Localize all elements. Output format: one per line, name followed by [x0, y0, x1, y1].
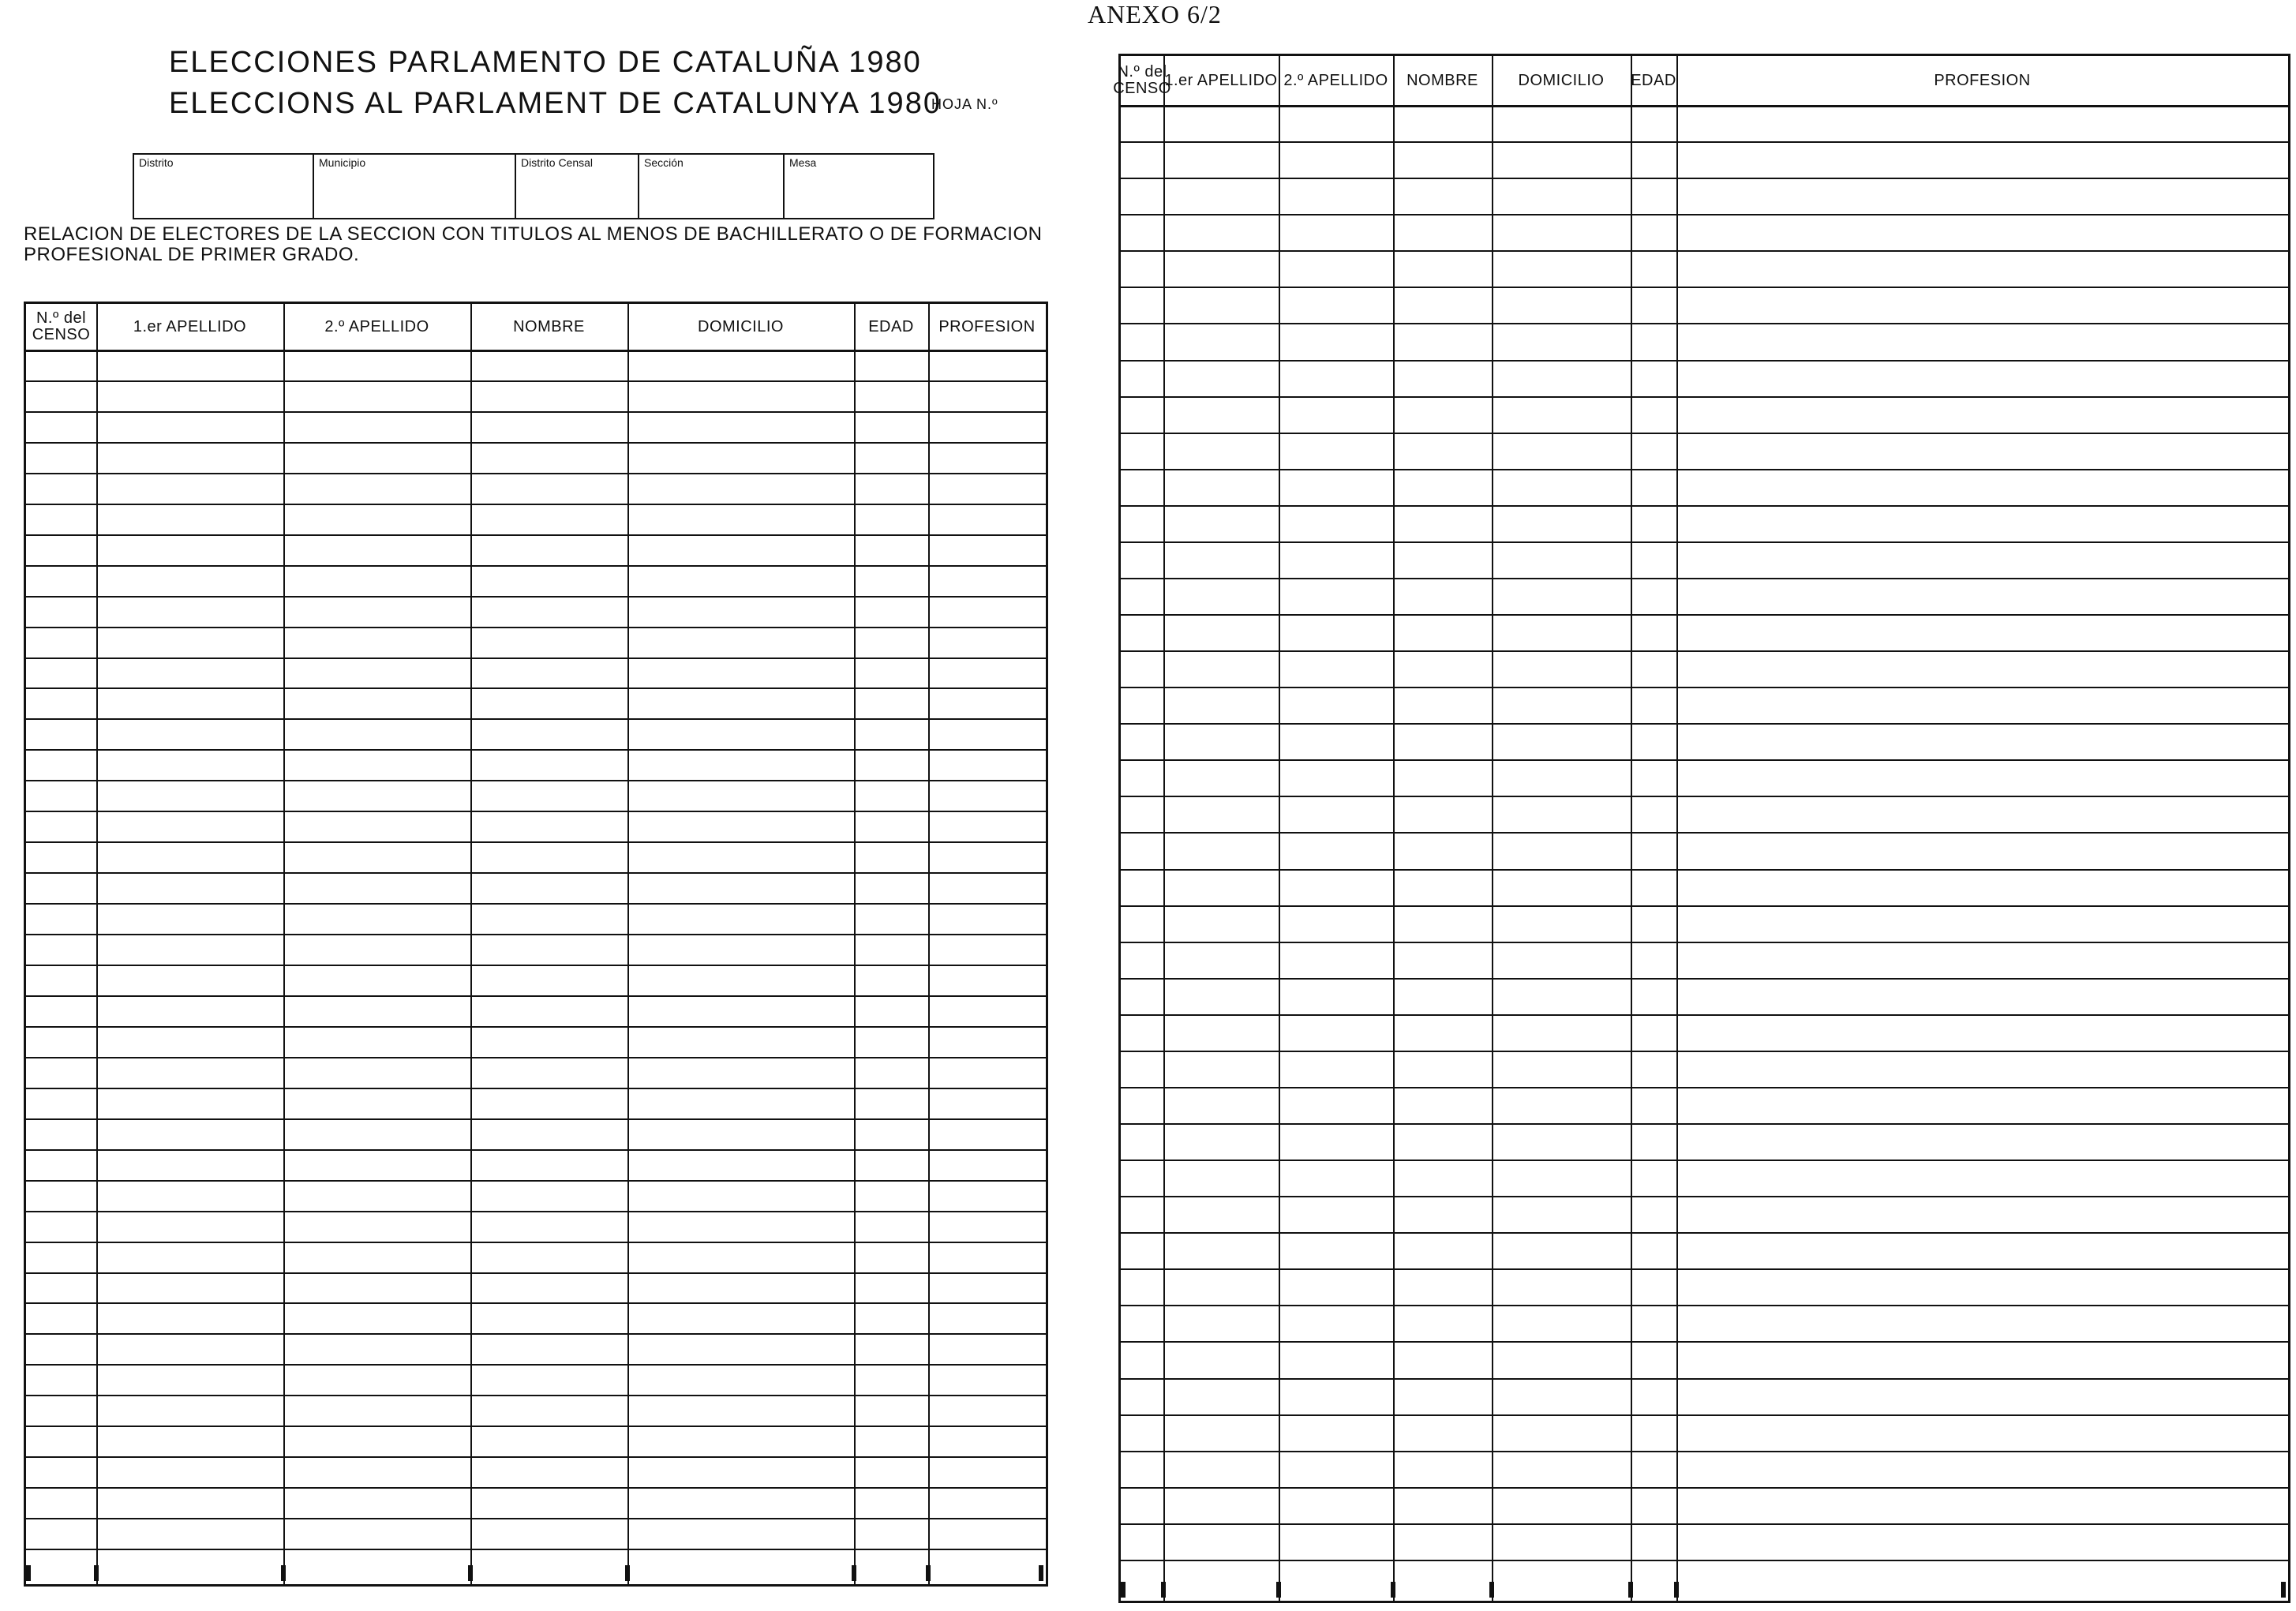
table-row-line: [26, 934, 1046, 935]
table-row-line: [26, 749, 1046, 751]
table-row-line: [26, 811, 1046, 812]
column-header-apellido-2: 2.º APELLIDO: [324, 317, 429, 335]
column-divider-edad: [854, 304, 856, 1584]
column-header-domicilio: DOMICILIO: [698, 317, 784, 335]
column-divider-domicilio: [627, 304, 629, 1584]
table-row-line: [1121, 1014, 2288, 1016]
table-header: [1113, 56, 2288, 107]
table-row-line: [1121, 433, 2288, 434]
column-header-apellido-2: 2.º APELLIDO: [1283, 71, 1388, 89]
table-row-line: [1121, 469, 2288, 470]
table-row-line: [26, 1518, 1046, 1519]
column-tick-mark: [1039, 1565, 1043, 1581]
table-row-line: [26, 1364, 1046, 1366]
electors-table-right: [1113, 54, 2290, 1603]
table-row-line: [26, 627, 1046, 628]
column-tick-mark: [1276, 1582, 1281, 1598]
table-row-line: [26, 1118, 1046, 1120]
table-row-line: [1121, 287, 2288, 288]
table-row-line: [1121, 942, 2288, 943]
table-row-line: [26, 1057, 1046, 1058]
table-row-line: [26, 903, 1046, 905]
column-tick-mark: [1489, 1582, 1494, 1598]
hoja-label: HOJA N.º: [931, 96, 998, 112]
table-row-line: [1121, 1160, 2288, 1161]
table-row-line: [1121, 723, 2288, 725]
table-row-line: [1121, 1196, 2288, 1197]
column-header-edad: EDAD: [1631, 71, 1676, 89]
location-field-distrito-censal[interactable]: Distrito Censal: [516, 155, 639, 218]
table-row-line: [1121, 869, 2288, 871]
table-row-line: [1121, 1123, 2288, 1125]
column-header-censo: N.º del CENSO: [1113, 63, 1171, 97]
location-box: [133, 153, 935, 219]
table-row-line: [1121, 1087, 2288, 1088]
table-row-line: [1121, 1451, 2288, 1452]
column-header-domicilio: DOMICILIO: [1518, 71, 1605, 89]
column-header-censo: N.º del CENSO: [32, 309, 91, 343]
table-row-line: [1121, 1341, 2288, 1343]
table-row-line: [1121, 1232, 2288, 1234]
table-row-line: [1121, 1378, 2288, 1380]
column-tick-mark: [852, 1565, 856, 1581]
table-row-line: [26, 995, 1046, 997]
table-row-line: [26, 504, 1046, 505]
table-row-line: [26, 1426, 1046, 1427]
table-row-line: [1121, 650, 2288, 652]
table-row-line: [26, 534, 1046, 536]
column-header-nombre: NOMBRE: [1406, 71, 1478, 89]
column-tick-mark: [26, 1565, 31, 1581]
table-row-line: [26, 1395, 1046, 1396]
table-row-line: [26, 565, 1046, 567]
table-row-line: [26, 1242, 1046, 1243]
table-row-line: [1121, 614, 2288, 616]
table-row-line: [1121, 1487, 2288, 1489]
table-row-line: [1121, 141, 2288, 143]
table-row-line: [26, 658, 1046, 659]
table-row-line: [1121, 905, 2288, 907]
column-header-apellido-1: 1.er APELLIDO: [1164, 71, 1278, 89]
table-row-line: [26, 1088, 1046, 1089]
table-row-line: [26, 687, 1046, 689]
table-row-line: [26, 473, 1046, 474]
column-divider-apellido-2: [283, 304, 285, 1584]
table-row-line: [1121, 214, 2288, 215]
table-row-line: [1121, 396, 2288, 398]
table-row-line: [26, 780, 1046, 781]
title-catalan: ELECCIONS AL PARLAMENT DE CATALUNYA 1980: [169, 87, 942, 120]
table-row-line: [1121, 796, 2288, 797]
column-tick-mark: [1674, 1582, 1679, 1598]
table-row-line: [1121, 1414, 2288, 1416]
column-tick-mark: [2281, 1582, 2286, 1598]
column-tick-mark: [1391, 1582, 1395, 1598]
table-row-line: [26, 1211, 1046, 1212]
title-spanish: ELECCIONES PARLAMENTO DE CATALUÑA 1980: [169, 46, 922, 79]
table-row-line: [26, 1487, 1046, 1489]
table-row-line: [1121, 250, 2288, 252]
table-row-line: [26, 1456, 1046, 1458]
table-row-line: [1121, 578, 2288, 579]
column-tick-mark: [1121, 1582, 1126, 1598]
column-tick-mark: [281, 1565, 286, 1581]
table-row-line: [26, 1180, 1046, 1182]
table-row-line: [26, 1149, 1046, 1151]
table-row-line: [26, 1272, 1046, 1274]
column-divider-apellido-1: [96, 304, 98, 1584]
table-row-line: [1121, 832, 2288, 834]
table-row-line: [26, 411, 1046, 413]
table-row-line: [1121, 1268, 2288, 1270]
table-row-line: [1121, 978, 2288, 980]
table-row-line: [26, 1302, 1046, 1304]
table-header: [26, 304, 1046, 352]
table-row-line: [1121, 1560, 2288, 1561]
column-header-nombre: NOMBRE: [513, 317, 585, 335]
table-row-line: [1121, 178, 2288, 179]
column-header-edad: EDAD: [868, 317, 914, 335]
table-row-line: [26, 596, 1046, 598]
table-row-line: [26, 1333, 1046, 1335]
table-row-line: [26, 442, 1046, 444]
location-field-mesa[interactable]: Mesa: [789, 156, 817, 169]
table-row-line: [1121, 1305, 2288, 1306]
column-tick-mark: [1161, 1582, 1166, 1598]
column-tick-mark: [625, 1565, 630, 1581]
location-field-municipio[interactable]: Municipio: [314, 155, 516, 218]
table-row-line: [1121, 323, 2288, 324]
column-header-profesion: PROFESION: [938, 317, 1036, 335]
annex-label: ANEXO 6/2: [1088, 0, 1222, 28]
column-tick-mark: [94, 1565, 99, 1581]
table-row-line: [1121, 687, 2288, 688]
table-row-line: [1121, 360, 2288, 362]
column-divider-profesion: [928, 304, 930, 1584]
table-row-line: [26, 841, 1046, 843]
table-row-line: [26, 965, 1046, 966]
table-row-line: [1121, 1051, 2288, 1052]
electors-table-left: [24, 302, 1048, 1587]
table-row-line: [26, 1026, 1046, 1028]
table-row-line: [26, 1549, 1046, 1550]
table-row-line: [1121, 759, 2288, 761]
table-row-line: [26, 718, 1046, 720]
table-row-line: [26, 872, 1046, 874]
relacion-description: RELACION DE ELECTORES DE LA SECCION CON TITULOS AL MENOS DE BACHILLERATO O DE FORMACION PROFESIONAL DE PRIMER GRADO.: [24, 223, 1043, 265]
column-divider-nombre: [470, 304, 472, 1584]
column-tick-mark: [926, 1565, 931, 1581]
column-header-profesion: PROFESION: [1934, 71, 2031, 89]
column-header-apellido-1: 1.er APELLIDO: [133, 317, 247, 335]
column-tick-mark: [1628, 1582, 1633, 1598]
location-field-seccion[interactable]: Sección: [639, 155, 785, 218]
column-tick-mark: [468, 1565, 473, 1581]
table-row-line: [1121, 541, 2288, 543]
table-row-line: [26, 380, 1046, 382]
location-field-distrito[interactable]: Distrito: [134, 155, 314, 218]
table-row-line: [1121, 505, 2288, 507]
table-row-line: [1121, 1523, 2288, 1525]
